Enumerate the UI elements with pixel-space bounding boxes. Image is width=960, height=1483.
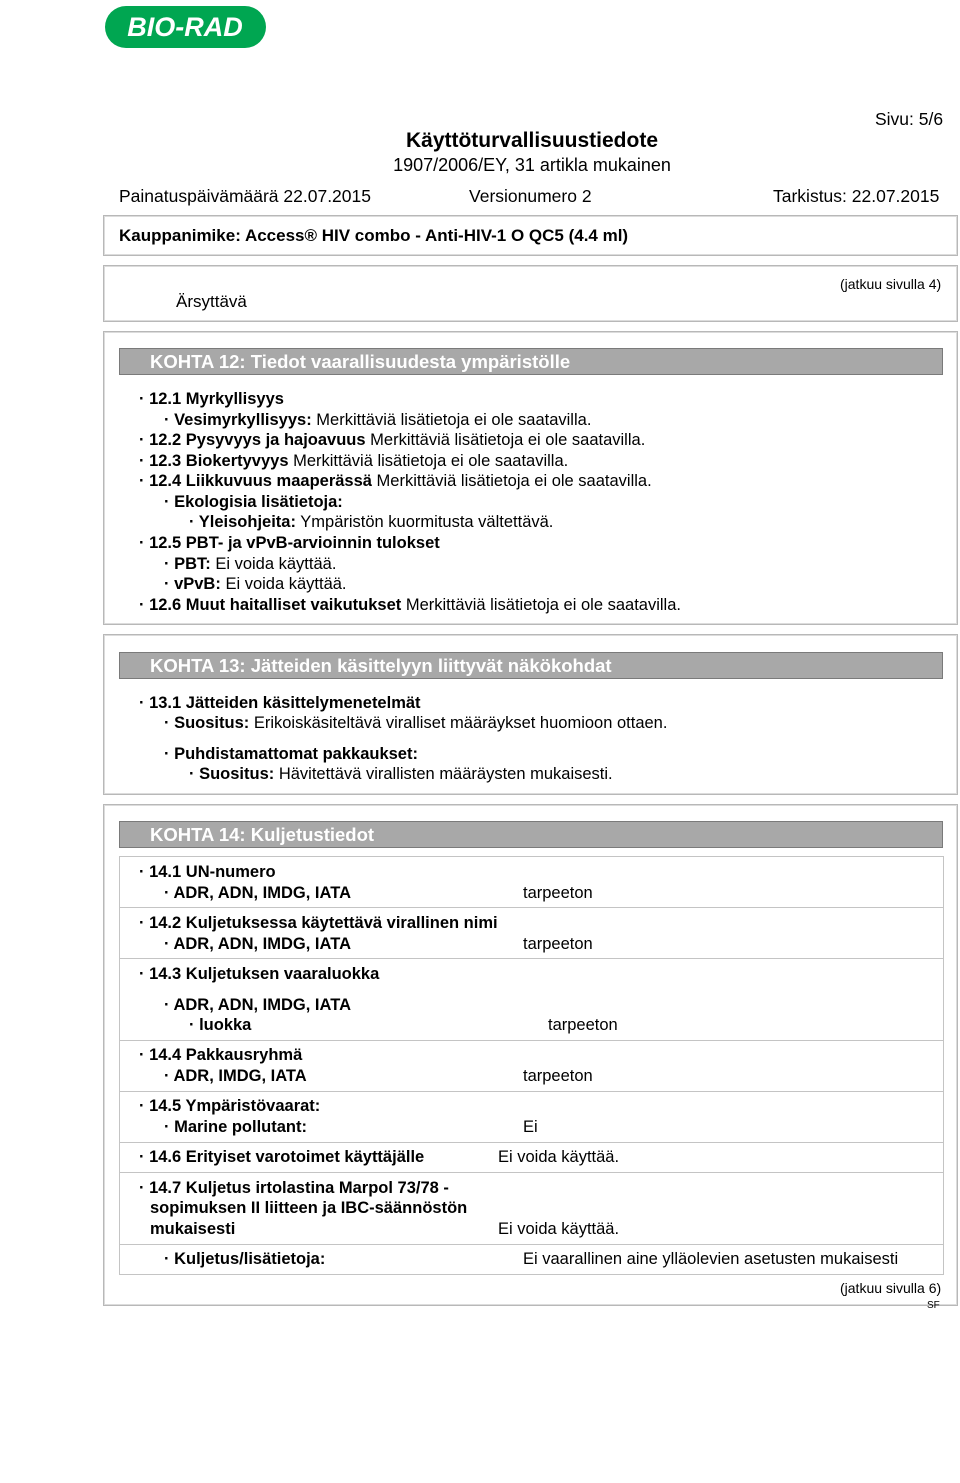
logo-text: BIO-RAD <box>127 12 243 42</box>
s13-line-1: · 13.1 Jätteiden käsittelymenetelmät <box>139 694 421 712</box>
s14-r7-value: Ei voida käyttää. <box>498 1220 620 1238</box>
s13-line-3: · Puhdistamattomat pakkaukset: <box>164 745 418 763</box>
s14-r2-value: tarpeeton <box>523 935 593 953</box>
s14-r1-value: tarpeeton <box>523 884 593 902</box>
s14-r2-heading: · 14.2 Kuljetuksessa käytettävä virallinen nimi <box>139 914 498 932</box>
s12-line-7: · Yleisohjeita: Ympäristön kuormitusta vältettävä. <box>189 513 554 531</box>
s14-r5-value: Ei <box>523 1118 538 1136</box>
print-date: Painatuspäivämäärä 22.07.2015 <box>119 186 371 206</box>
s14-r4-key: · ADR, IMDG, IATA <box>164 1067 307 1085</box>
language-code: SF <box>927 1300 940 1311</box>
s14-r6-heading: · 14.6 Erityiset varotoimet käyttäjälle <box>139 1148 425 1166</box>
s14-r1-heading: · 14.1 UN-numero <box>139 863 276 881</box>
s12-line-3: · 12.2 Pysyvyys ja hajoavuus Merkittäviä lisätietoja ei ole saatavilla. <box>139 431 646 449</box>
section-12-title: KOHTA 12: Tiedot vaarallisuudesta ympäristölle <box>119 348 943 375</box>
s14-r3-sub: · luokka <box>189 1016 252 1034</box>
continued-from: (jatkuu sivulla 4) <box>840 276 942 292</box>
continued-to: (jatkuu sivulla 6) <box>840 1280 942 1296</box>
s12-line-1: · 12.1 Myrkyllisyys <box>139 390 284 408</box>
s13-line-2: · Suositus: Erikoiskäsiteltävä viralliset määräykset huomioon ottaen. <box>164 714 668 732</box>
s14-r5-heading: · 14.5 Ympäristövaarat: <box>139 1097 321 1115</box>
s14-r7-heading-2: sopimuksen II liitteen ja IBC-säännöstön <box>150 1199 468 1217</box>
section-13-title: KOHTA 13: Jätteiden käsittelyyn liittyvät näkökohdat <box>119 652 943 679</box>
document-title: Käyttöturvallisuustiedote <box>405 129 659 152</box>
revision-date: Tarkistus: 22.07.2015 <box>773 186 940 206</box>
product-name: Kauppanimike: Access® HIV combo - Anti-HIV-1 O QC5 (4.4 ml) <box>119 226 629 245</box>
s14-r2-key: · ADR, ADN, IMDG, IATA <box>164 935 351 953</box>
s14-r7-heading-1: · 14.7 Kuljetus irtolastina Marpol 73/78 - <box>139 1179 449 1197</box>
s14-r4-heading: · 14.4 Pakkausryhmä <box>139 1046 303 1064</box>
s14-r4-value: tarpeeton <box>523 1067 593 1085</box>
bio-rad-logo <box>104 5 267 49</box>
s12-line-6: · Ekologisia lisätietoja: <box>164 493 343 511</box>
s14-r1-key: · ADR, ADN, IMDG, IATA <box>164 884 351 902</box>
s12-line-11: · 12.6 Muut haitalliset vaikutukset Merkittäviä lisätietoja ei ole saatavilla. <box>139 596 681 614</box>
document-subtitle: 1907/2006/EY, 31 artikla mukainen <box>393 155 671 175</box>
page-number: Sivu: 5/6 <box>875 109 944 129</box>
s12-line-10: · vPvB: Ei voida käyttää. <box>164 575 347 593</box>
s14-r3-heading: · 14.3 Kuljetuksen vaaraluokka <box>139 965 380 983</box>
s12-line-9: · PBT: Ei voida käyttää. <box>164 555 337 573</box>
hazard-label: Ärsyttävä <box>176 292 247 311</box>
s14-r5-key: · Marine pollutant: <box>164 1118 307 1136</box>
s12-line-5: · 12.4 Liikkuvuus maaperässä Merkittäviä lisätietoja ei ole saatavilla. <box>139 472 652 490</box>
s12-line-4: · 12.3 Biokertyvyys Merkittäviä lisätietoja ei ole saatavilla. <box>139 452 569 470</box>
s14-r8-key: · Kuljetus/lisätietoja: <box>164 1250 326 1268</box>
s14-r6-value: Ei voida käyttää. <box>498 1148 620 1166</box>
s14-r8-value: Ei vaarallinen aine ylläolevien asetusten mukaisesti <box>523 1250 899 1268</box>
s12-line-8: · 12.5 PBT- ja vPvB-arvioinnin tulokset <box>139 534 440 552</box>
s13-line-4: · Suositus: Hävitettävä virallisten määräysten mukaisesti. <box>189 765 613 783</box>
s12-line-2: · Vesimyrkyllisyys: Merkittäviä lisätietoja ei ole saatavilla. <box>164 411 592 429</box>
version-number: Versionumero 2 <box>469 186 592 206</box>
s14-r7-heading-3: mukaisesti <box>150 1220 236 1238</box>
section-14-title: KOHTA 14: Kuljetustiedot <box>119 821 943 848</box>
s14-r3-key: · ADR, ADN, IMDG, IATA <box>164 996 351 1014</box>
s14-r3-value: tarpeeton <box>548 1016 618 1034</box>
